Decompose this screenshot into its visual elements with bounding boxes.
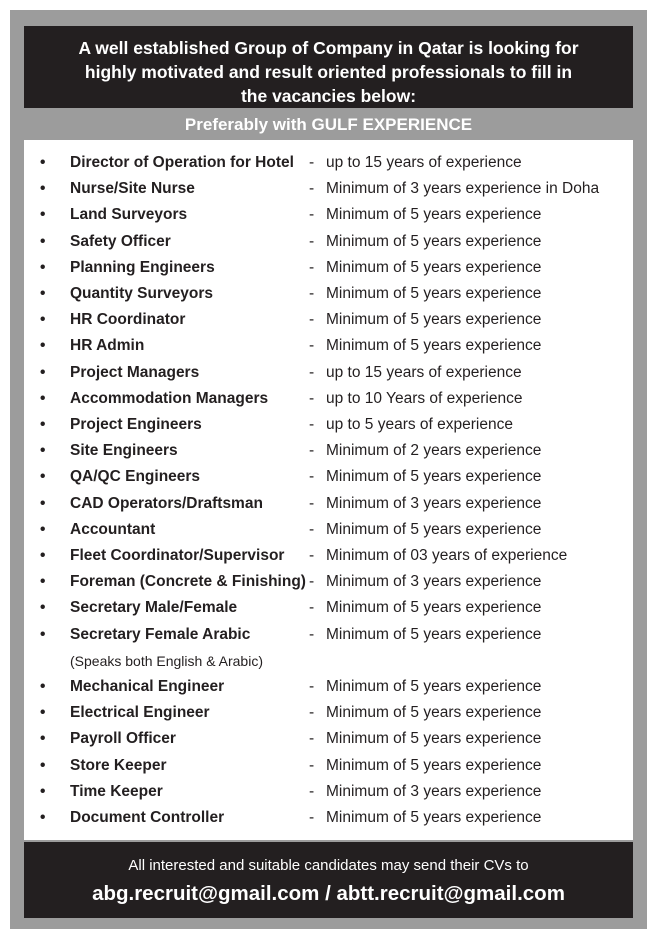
bullet-icon: • (40, 468, 46, 486)
vacancy-row (24, 517, 633, 543)
bullet-icon: • (40, 389, 46, 407)
bullet-icon: • (40, 363, 46, 381)
vacancy-requirement: Minimum of 5 years experience (326, 206, 542, 224)
bullet-icon: • (40, 442, 46, 460)
bullet-icon: • (40, 416, 46, 433)
separator-dash: - (309, 809, 315, 826)
vacancy-requirement: up to 15 years of experience (326, 363, 522, 381)
separator-dash: - (309, 389, 315, 407)
vacancy-row (24, 150, 633, 176)
bullet-icon: • (40, 756, 46, 774)
vacancy-requirement: up to 5 years of experience (326, 416, 513, 433)
vacancy-title: Foreman (Concrete & Finishing) (70, 573, 306, 591)
headline-line-2: highly motivated and result oriented professionals to fill in (84, 62, 573, 82)
separator-dash: - (309, 311, 315, 329)
separator-dash: - (309, 258, 315, 276)
bullet-icon: • (40, 678, 46, 695)
footer-instruction: All interested and suitable candidates may send their CVs to (128, 857, 529, 874)
vacancy-row (24, 202, 633, 228)
vacancy-row (24, 543, 633, 569)
separator-dash: - (309, 337, 315, 355)
vacancy-requirement: Minimum of 2 years experience (326, 442, 542, 460)
headline-line-3: the vacancies below: (240, 86, 417, 106)
vacancy-requirement: Minimum of 5 years experience (326, 756, 542, 774)
vacancy-title: Quantity Surveyors (70, 285, 213, 302)
vacancy-row (24, 674, 633, 700)
footer-emails[interactable]: abg.recruit@gmail.com / abtt.recruit@gmail.com (92, 882, 565, 905)
vacancy-title: Nurse/Site Nurse (70, 180, 195, 198)
bullet-icon: • (40, 520, 46, 538)
separator-dash: - (309, 206, 315, 224)
separator-dash: - (309, 416, 315, 433)
vacancy-requirement: Minimum of 5 years experience (326, 520, 542, 538)
vacancy-title: QA/QC Engineers (70, 468, 201, 486)
vacancy-row (24, 464, 633, 490)
separator-dash: - (309, 678, 315, 695)
separator-dash: - (309, 363, 315, 381)
vacancy-title: HR Admin (70, 337, 145, 355)
bullet-icon: • (40, 625, 46, 643)
vacancy-title: Safety Officer (70, 232, 171, 250)
headline-box (24, 26, 633, 108)
bullet-icon: • (40, 258, 46, 276)
vacancy-title: Secretary Male/Female (70, 599, 238, 617)
vacancy-row (24, 753, 633, 779)
vacancy-requirement: Minimum of 5 years experience (326, 311, 542, 329)
bullet-icon: • (40, 730, 46, 748)
separator-dash: - (309, 599, 315, 617)
vacancy-title: Project Engineers (70, 416, 202, 433)
separator-dash: - (309, 704, 315, 722)
separator-dash: - (309, 180, 315, 198)
separator-dash: - (309, 625, 315, 643)
bullet-icon: • (40, 206, 46, 224)
vacancy-requirement: Minimum of 5 years experience (326, 337, 542, 355)
separator-dash: - (309, 285, 315, 302)
vacancy-row (24, 726, 633, 752)
vacancy-requirement: Minimum of 5 years experience (326, 625, 542, 643)
separator-dash: - (309, 573, 315, 591)
vacancy-row (24, 386, 633, 412)
separator-dash: - (309, 442, 315, 460)
bullet-icon: • (40, 547, 46, 564)
vacancy-requirement: Minimum of 3 years experience (326, 573, 542, 591)
bullet-icon: • (40, 337, 46, 355)
separator-dash: - (309, 730, 315, 748)
vacancy-row (24, 229, 633, 255)
vacancy-requirement: Minimum of 5 years experience (326, 599, 542, 617)
vacancy-requirement: Minimum of 5 years experience (326, 730, 542, 748)
separator-dash: - (309, 547, 315, 564)
vacancy-requirement: Minimum of 5 years experience (326, 285, 542, 302)
vacancy-title: Time Keeper (70, 782, 163, 800)
vacancy-requirement: Minimum of 3 years experience in Doha (326, 180, 600, 198)
separator-dash: - (309, 756, 315, 774)
vacancy-requirement: Minimum of 3 years experience (326, 494, 542, 512)
bullet-icon: • (40, 232, 46, 250)
bullet-icon: • (40, 809, 46, 826)
vacancy-row (24, 412, 633, 438)
vacancy-requirement: up to 10 Years of experience (326, 389, 523, 407)
vacancy-title: HR Coordinator (70, 311, 186, 329)
headline-line-1: A well established Group of Company in Qatar is looking for (78, 38, 579, 58)
bullet-icon: • (40, 285, 46, 302)
bullet-icon: • (40, 704, 46, 722)
bullet-icon: • (40, 154, 46, 171)
bullet-icon: • (40, 494, 46, 512)
vacancy-row (24, 569, 633, 595)
separator-dash: - (309, 232, 315, 250)
separator-dash: - (309, 494, 315, 512)
bullet-icon: • (40, 180, 46, 198)
contact-footer (24, 842, 633, 918)
vacancy-row (24, 360, 633, 386)
vacancy-requirement: Minimum of 5 years experience (326, 232, 542, 250)
vacancy-requirement: Minimum of 5 years experience (326, 678, 542, 695)
vacancy-title: Document Controller (70, 809, 225, 826)
vacancy-row (24, 779, 633, 805)
separator-dash: - (309, 154, 315, 171)
vacancy-title: Site Engineers (70, 442, 178, 460)
vacancy-row (24, 176, 633, 202)
vacancy-row (24, 255, 633, 281)
vacancy-requirement: up to 15 years of experience (326, 154, 522, 171)
vacancy-requirement: Minimum of 5 years experience (326, 809, 542, 826)
vacancy-title: Fleet Coordinator/Supervisor (70, 547, 285, 564)
vacancy-title: Electrical Engineer (70, 704, 210, 722)
vacancy-title: Planning Engineers (70, 258, 215, 276)
vacancy-requirement: Minimum of 3 years experience (326, 782, 542, 800)
vacancy-requirement: Minimum of 03 years of experience (326, 547, 568, 564)
vacancy-title: Secretary Female Arabic (70, 625, 251, 643)
vacancy-note: (Speaks both English & Arabic) (70, 652, 263, 669)
separator-dash: - (309, 520, 315, 538)
vacancy-list (24, 140, 633, 840)
vacancy-row (24, 438, 633, 464)
vacancy-row (24, 700, 633, 726)
vacancy-title: Store Keeper (70, 756, 167, 774)
vacancy-title: Land Surveyors (70, 206, 188, 224)
vacancy-row (24, 595, 633, 621)
advertisement-frame (10, 10, 647, 929)
vacancy-requirement: Minimum of 5 years experience (326, 258, 542, 276)
vacancy-title: Director of Operation for Hotel (70, 154, 294, 171)
vacancy-row (24, 307, 633, 333)
separator-dash: - (309, 782, 315, 800)
gulf-experience-banner: Preferably with GULF EXPERIENCE (184, 115, 473, 134)
separator-dash: - (309, 468, 315, 486)
vacancy-title: Project Managers (70, 363, 200, 381)
vacancy-row (24, 333, 633, 359)
vacancy-row (24, 491, 633, 517)
vacancy-row (24, 805, 633, 831)
bullet-icon: • (40, 599, 46, 617)
bullet-icon: • (40, 782, 46, 800)
vacancy-title: Accommodation Managers (70, 389, 269, 407)
vacancy-requirement: Minimum of 5 years experience (326, 704, 542, 722)
vacancy-row (24, 622, 633, 648)
vacancy-row (24, 281, 633, 307)
vacancy-title: CAD Operators/Draftsman (70, 494, 263, 512)
vacancy-title: Accountant (70, 520, 156, 538)
vacancy-title: Payroll Officer (70, 730, 176, 748)
bullet-icon: • (40, 573, 46, 591)
vacancy-title: Mechanical Engineer (70, 678, 225, 695)
vacancy-requirement: Minimum of 5 years experience (326, 468, 542, 486)
bullet-icon: • (40, 311, 46, 329)
